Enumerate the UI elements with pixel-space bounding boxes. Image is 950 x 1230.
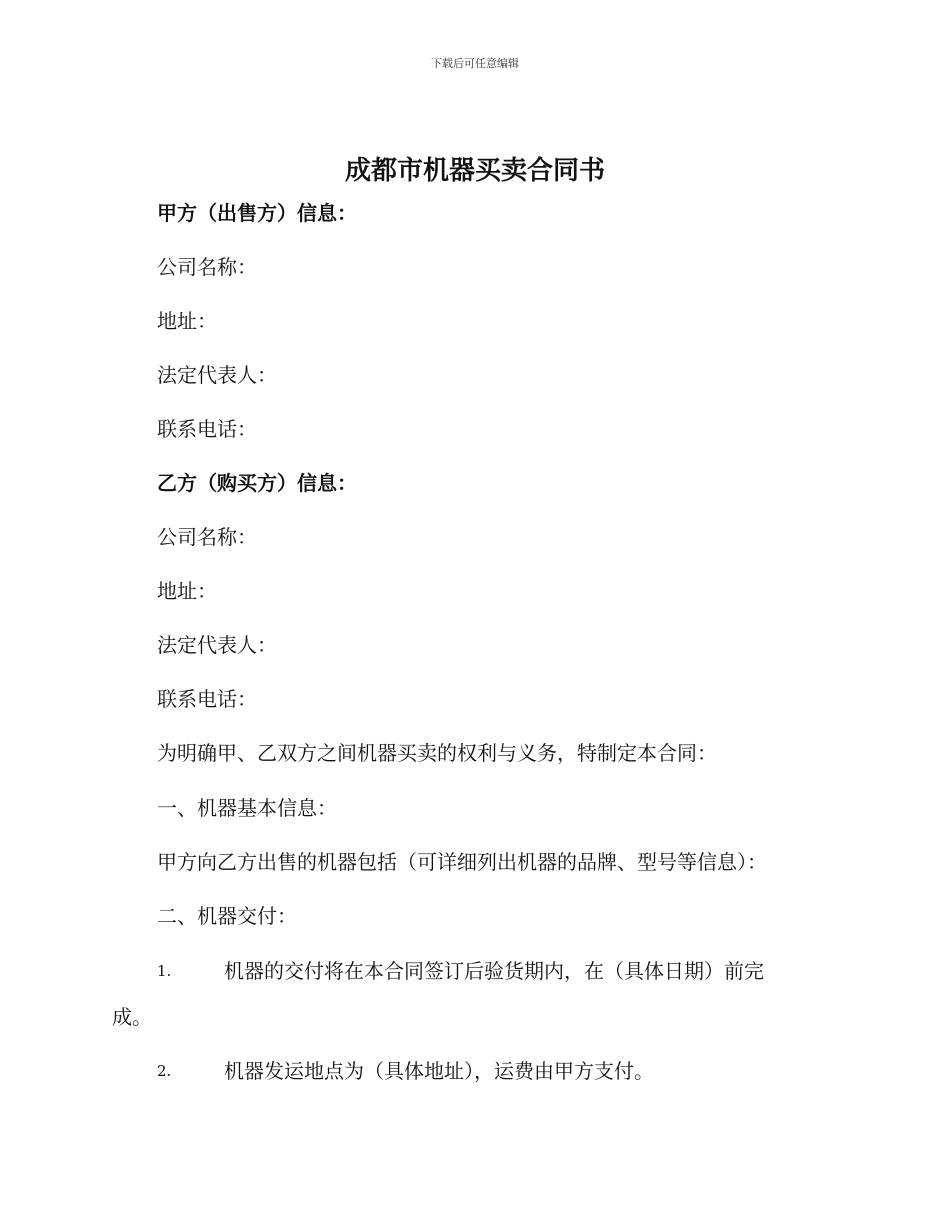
party-b-legal-rep-label: 法定代表人：: [157, 633, 277, 657]
section2-heading: 二、机器交付：: [157, 904, 297, 928]
preamble-paragraph: 为明确甲、乙双方之间机器买卖的权利与义务，特制定本合同：: [157, 741, 717, 765]
party-b-heading: 乙方（购买方）信息：: [157, 471, 357, 495]
header-note: 下载后可任意编辑: [431, 57, 519, 70]
list-item-continuation: 成。: [112, 1005, 152, 1029]
list-item-number: 2.: [157, 1062, 172, 1080]
section1-body: 甲方向乙方出售的机器包括（可详细列出机器的品牌、型号等信息）：: [157, 850, 767, 874]
party-b-phone-label: 联系电话：: [157, 687, 257, 711]
party-b-company-label: 公司名称：: [157, 525, 257, 549]
party-a-heading: 甲方（出售方）信息：: [157, 201, 357, 225]
list-item-text: 机器的交付将在本合同签订后验货期内，在（具体日期）前完: [224, 959, 764, 983]
party-a-address-label: 地址：: [157, 309, 217, 333]
party-a-legal-rep-label: 法定代表人：: [157, 363, 277, 387]
list-item-text: 机器发运地点为（具体地址），运费由甲方支付。: [224, 1059, 654, 1083]
document-title: 成都市机器买卖合同书: [344, 156, 605, 186]
party-b-address-label: 地址：: [157, 579, 217, 603]
party-a-phone-label: 联系电话：: [157, 417, 257, 441]
section1-heading: 一、机器基本信息：: [157, 796, 337, 820]
party-a-company-label: 公司名称：: [157, 255, 257, 279]
list-item-number: 1.: [157, 962, 172, 980]
